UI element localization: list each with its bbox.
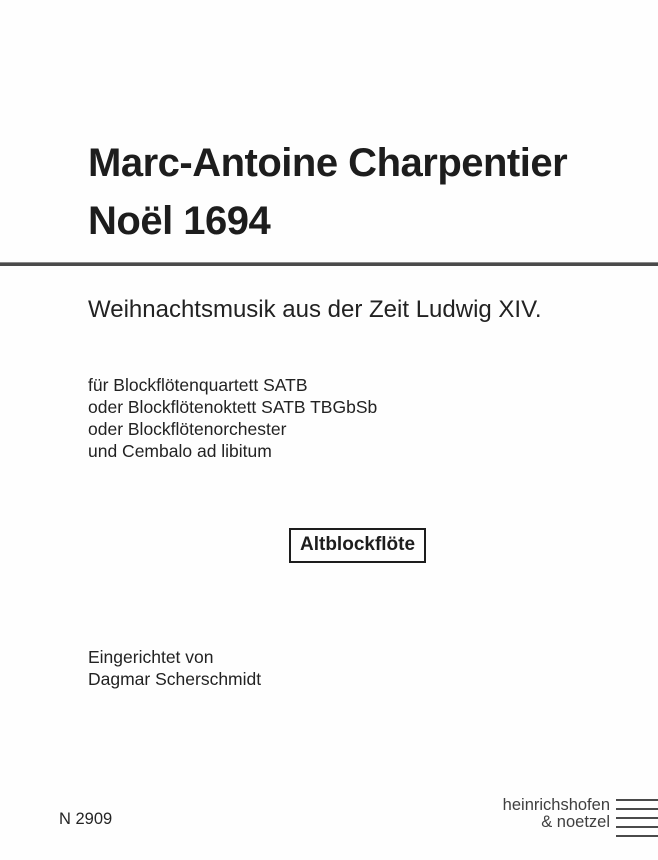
staff-line bbox=[616, 808, 658, 810]
instrumentation-list bbox=[88, 374, 377, 462]
staff-line bbox=[616, 817, 658, 819]
publisher-name bbox=[503, 797, 610, 831]
instrumentation-line: und Cembalo ad libitum bbox=[88, 441, 272, 461]
instrumentation-line: für Blockflötenquartett SATB bbox=[88, 375, 308, 395]
part-label: Altblockflöte bbox=[300, 534, 416, 555]
arranger-block bbox=[88, 646, 261, 690]
publisher-name-line2: & noetzel bbox=[541, 813, 610, 831]
part-label-box bbox=[289, 528, 426, 563]
arranger-credit-line: Eingerichtet von bbox=[88, 647, 214, 667]
title-divider-rule bbox=[0, 262, 658, 266]
music-staff-icon bbox=[616, 799, 658, 837]
staff-line bbox=[616, 835, 658, 837]
instrumentation-line: oder Blockflötenorchester bbox=[88, 419, 287, 439]
publisher-logo bbox=[503, 797, 658, 837]
publisher-name-line1: heinrichshofen bbox=[502, 796, 610, 814]
arranger-name: Dagmar Scherschmidt bbox=[88, 669, 262, 689]
work-title: Noël 1694 bbox=[88, 199, 271, 243]
composer-title: Marc-Antoine Charpentier bbox=[88, 141, 568, 185]
subtitle: Weihnachtsmusik aus der Zeit Ludwig XIV. bbox=[88, 296, 542, 323]
staff-line bbox=[616, 826, 658, 828]
title-block bbox=[88, 134, 567, 250]
catalog-number: N 2909 bbox=[59, 810, 113, 828]
instrumentation-line: oder Blockflötenoktett SATB TBGbSb bbox=[88, 397, 378, 417]
staff-line bbox=[616, 799, 658, 801]
